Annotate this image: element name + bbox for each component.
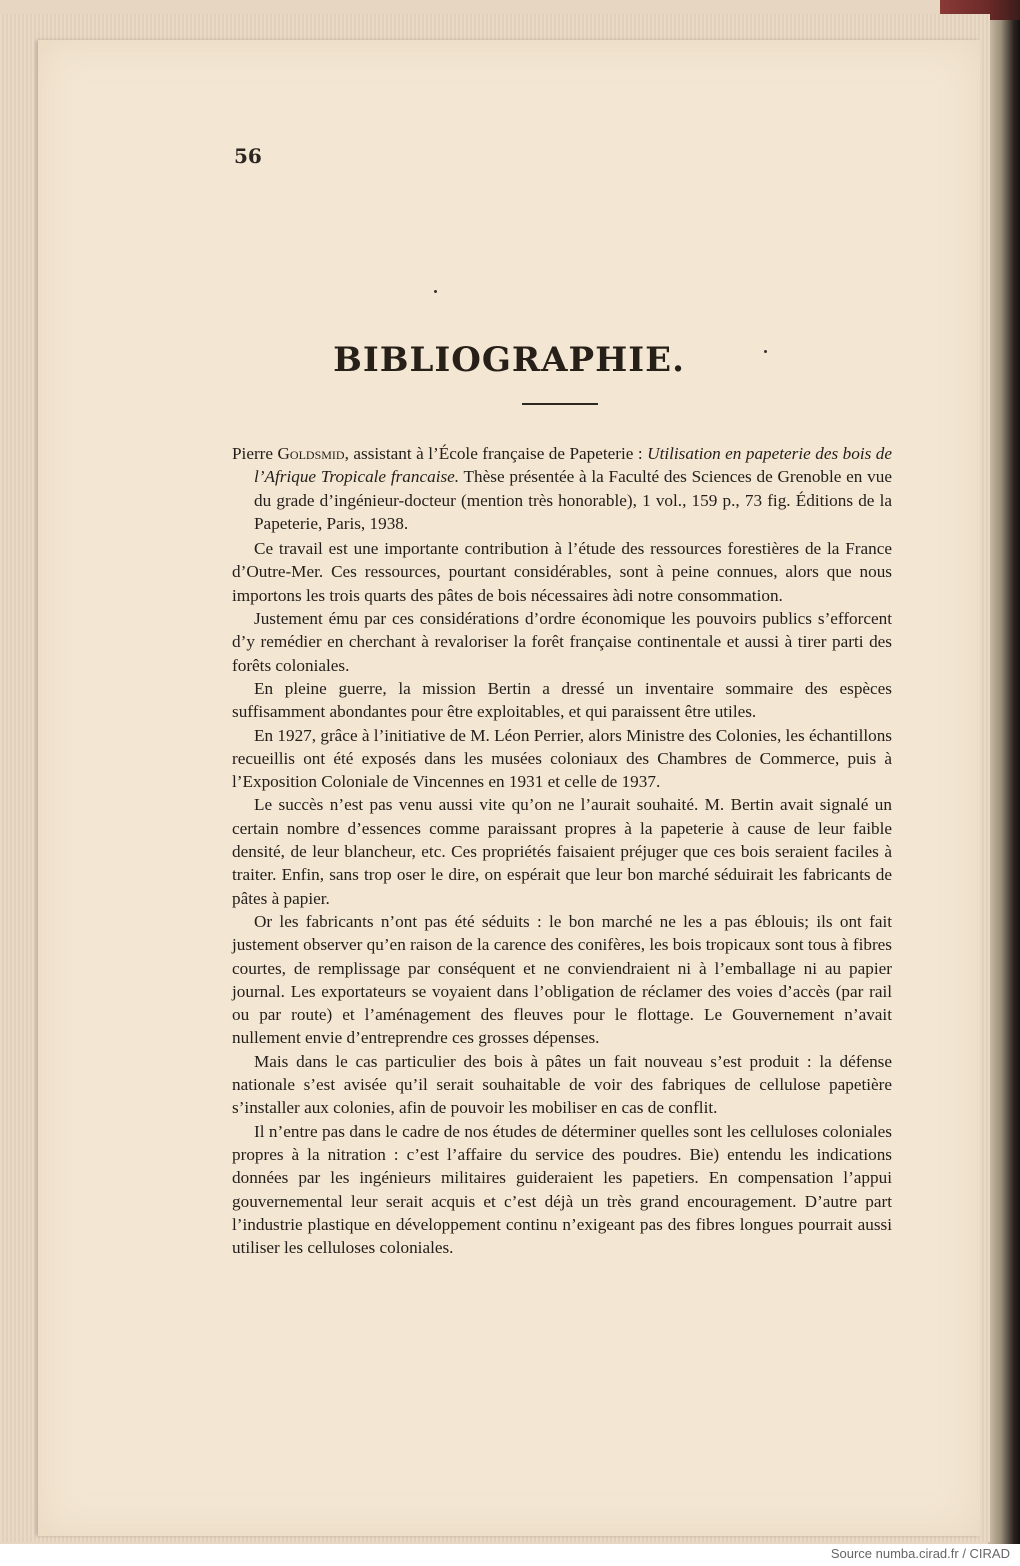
paragraph: Il n’entre pas dans le cadre de nos études de déterminer quelles sont les celluloses coloniales propres à la nitration : c’est l’affaire du service des poudres. Bie) entendu les indications données par les ingénieurs militaires guideraient les papetiers. En compensation l’appui gouvernemental leur serait acquis et c’est déjà un très grand encouragement. D’autre part l’industrie plastique en développement continu n’exigeant pas des fibres longues pourrait aussi utiliser les celluloses coloniales.	[232, 1121, 892, 1258]
paragraph: Justement ému par ces considérations d’ordre économique les pouvoirs publics s’efforcent d’y remédier en cherchant à revaloriser la forêt française continentale et aussi à tirer parti des forêts coloniales.	[232, 609, 892, 675]
paragraph: Mais dans le cas particulier des bois à pâtes un fait nouveau s’est produit : la défense nationale s’est avisée qu’il serait souhaitable de voir des fabriques de cellulose papetière s’installer aux colonies, afin de pouvoir les mobiliser en cas de conflit.	[232, 1051, 892, 1118]
author-first-name: Pierre	[232, 444, 278, 463]
paragraph: En 1927, grâce à l’initiative de M. Léon Perrier, alors Ministre des Colonies, les échantillons recueillis ont été exposés dans les musées coloniaux des Chambres de Commerce, puis à l’Exposition Coloniale de Vincennes en 1931 et celle de 1937.	[232, 725, 892, 792]
paragraph: Le succès n’est pas venu aussi vite qu’on ne l’aurait souhaité. M. Bertin avait signalé un certain nombre d’essences comme paraissant propres à la papeterie à cause de leur faible densité, de leur blancheur, etc. Ces propriétés faisaient préjuger que ces bois seraient faciles à traiter. Enfin, sans trop oser le dire, on espérait que leur bon marché séduirait les fabricants de pâtes à papier.	[232, 795, 892, 908]
paper-speck	[764, 350, 767, 353]
author-last-name: Goldsmid	[277, 444, 345, 463]
author-affiliation: , assistant à l’École française de Papeterie :	[344, 444, 648, 463]
body-text	[232, 442, 892, 1259]
paragraph: Ce travail est une importante contribution à l’étude des ressources forestières de la France d’Outre-Mer. Ces ressources, pourtant considérables, sont à peine connues, alors que nous importons les trois quarts des pâtes de bois nécessaires àdi notre consommation.	[232, 539, 892, 605]
bibliographic-reference	[232, 442, 892, 535]
book-page	[38, 40, 980, 1536]
source-credit: Source numba.cirad.fr / CIRAD	[830, 1546, 1010, 1561]
source-bar	[0, 1544, 1020, 1566]
reference-details: Thèse présentée à la Faculté des Sciences de Grenoble en vue du grade d’ingénieur-docteur (mention très honorable), 1 vol., 159 p., 73 fig. Éditions de la Papeterie, Paris, 1938.	[254, 467, 892, 533]
paper-speck	[434, 290, 437, 293]
title-rule	[522, 403, 598, 405]
work-title: Utilisation en papeterie des bois de l’Afrique Tropicale francaise.	[254, 444, 892, 487]
paragraph: En pleine guerre, la mission Bertin a dressé un inventaire sommaire des espèces suffisamment abondantes pour être exploitables, et qui paraissent être utiles.	[232, 678, 892, 722]
page-title: BIBLIOGRAPHIE.	[333, 340, 685, 380]
paragraph: Or les fabricants n’ont pas été séduits : le bon marché ne les a pas éblouis; ils ont fait justement observer qu’en raison de la carence des conifères, les bois tropicaux sont tous à fibres courtes, de remplissage par conséquent et ne conviendraient ni à l’emballage ni au papier journal. Les exportateurs se voyaient dans l’obligation de réclamer des voies d’accès (par rail ou par route) et l’aménagement des fleuves pour le flottage. Le Gouvernement n’avait nullement envie d’entreprendre ces grosses dépenses.	[232, 911, 892, 1048]
page-number: 56	[234, 144, 262, 168]
book-spine-shadow	[988, 20, 1020, 1544]
